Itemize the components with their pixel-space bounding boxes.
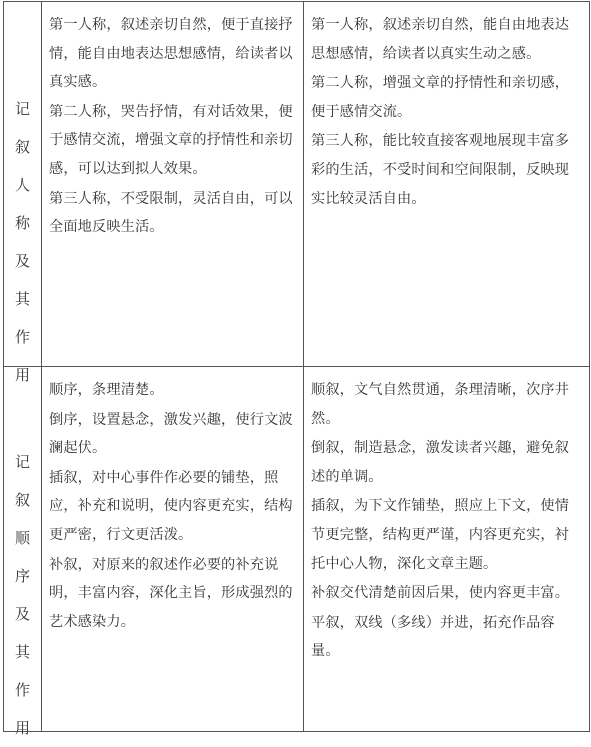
table-row-narrative-person [4,2,590,367]
left-content-cell [42,367,304,732]
paragraph: 第三人称，不受限制，灵活自由，可以全面地反映生活。 [49,190,293,236]
row-label-cell [4,367,42,737]
row-label-char: 其 [14,290,30,308]
paragraph: 补叙，对原来的叙述作必要的补充说明，丰富内容，深化主旨，形成强烈的艺术感染力。 [49,556,293,630]
right-content-cell [304,367,590,732]
row-label-char: 其 [14,643,30,661]
row-label-char: 及 [14,252,30,270]
paragraph: 补叙交代清楚前因后果，使内容更丰富。 [311,585,570,602]
row-label-char: 用 [14,719,30,737]
row-label-char: 记 [14,100,30,118]
row-label-char: 用 [14,366,30,384]
paragraph: 顺叙，文气自然贯通，条理清晰，次序井然。 [311,382,570,427]
paragraph: 第二人称，增强文章的抒情性和亲切感，便于感情交流。 [311,75,570,120]
paragraph: 平叙，双线（多线）并进，拓充作品容量。 [311,614,555,660]
row-label-vertical [4,443,41,747]
paragraph: 倒叙，制造悬念，激发读者兴趣，避免叙述的单调。 [311,440,570,485]
row-label-char: 叙 [14,138,30,156]
paragraph: 顺序，条理清楚。 [49,382,164,398]
paragraph: 第二人称，哭告抒情，有对话效果，便于感情交流，增强文章的抒情性和亲切感，可以达到拟人效果。 [49,103,293,177]
right-content-cell [304,2,590,367]
paragraph: 倒序，设置悬念，激发兴趣，使行文波澜起伏。 [49,411,293,457]
row-label-vertical [4,90,41,394]
row-label-char: 叙 [14,491,30,509]
row-label-char: 作 [14,328,30,346]
row-label-char: 顺 [14,529,30,547]
table-row-narrative-order [4,367,590,732]
left-content-cell [42,2,304,367]
paragraph: 第三人称，能比较直接客观地展现丰富多彩的生活，不受时间和空间限制，反映现实比较灵活自由。 [311,133,570,207]
paragraph: 插叙，为下文作铺垫，照应上下文，使情节更完整，结构更严谨，内容更充实，衬托中心人物，深化文章主题。 [311,498,570,572]
row-label-char: 人 [14,176,30,194]
row-label-char: 及 [14,605,30,623]
row-label-char: 记 [14,453,30,471]
row-label-char: 序 [14,567,30,585]
comparison-table [3,1,590,737]
paragraph: 第一人称，叙述亲切自然，能自由地表达思想感情，给读者以真实生动之感。 [311,17,570,62]
paragraph: 插叙，对中心事件作必要的铺垫，照应，补充和说明，使内容更充实，结构更严密，行文更活泼。 [49,469,293,543]
row-label-cell [4,2,42,384]
row-label-char: 作 [14,681,30,699]
row-label-char: 称 [14,214,30,232]
paragraph: 第一人称，叙述亲切自然，便于直接抒情，能自由地表达思想感情，给读者以真实感。 [49,17,293,91]
